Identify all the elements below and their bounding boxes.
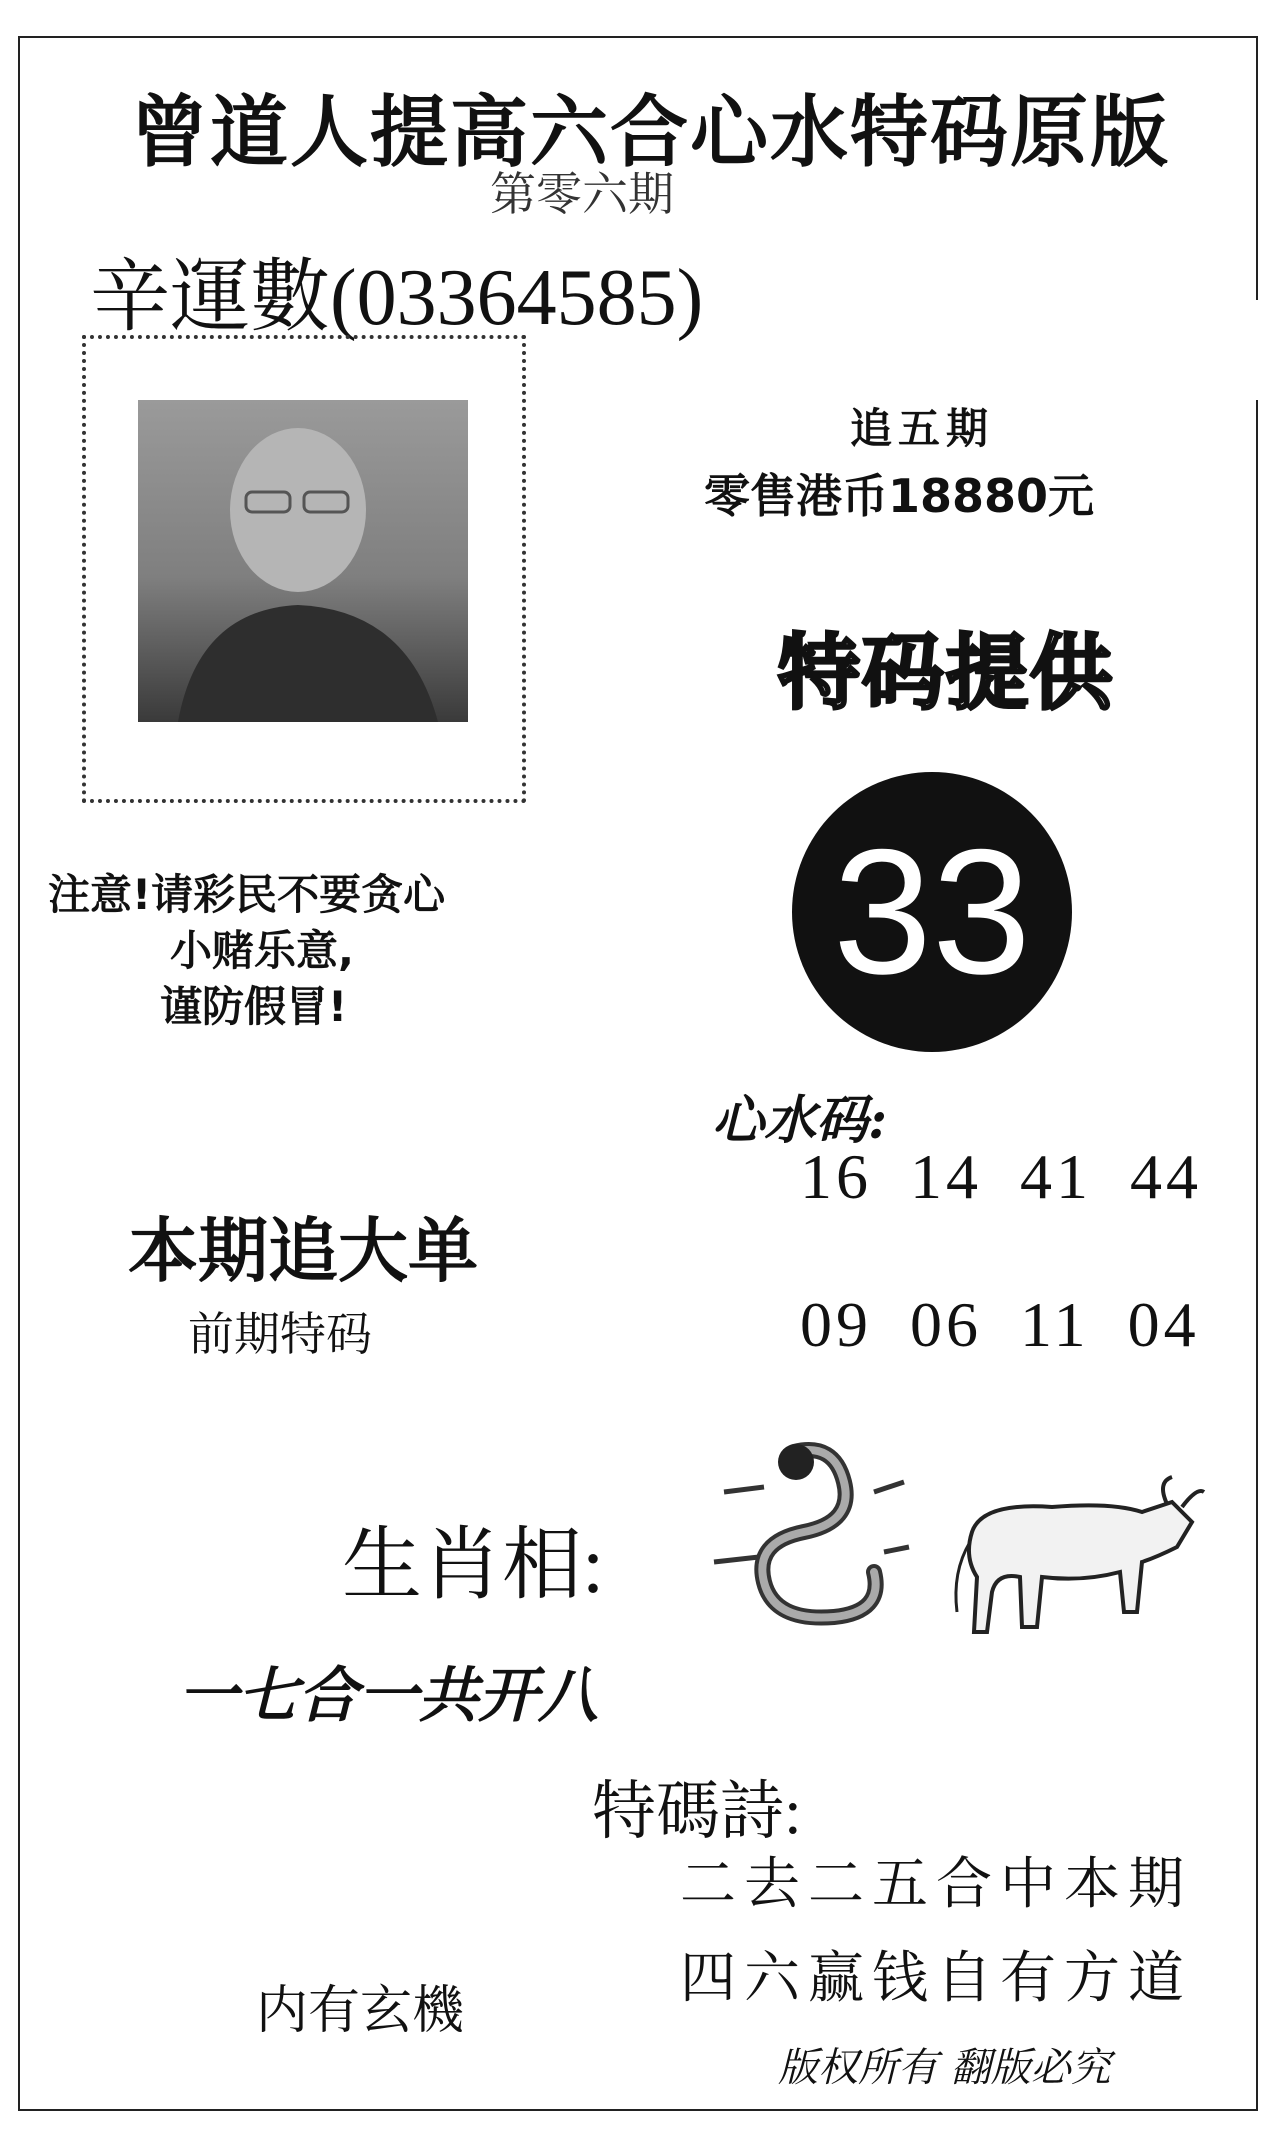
seven-combination-text: 一七合一共开八 bbox=[178, 1661, 598, 1731]
page-title: 曾道人提高六合心水特码原版 bbox=[130, 87, 1171, 178]
chase-period: 追五期 bbox=[850, 404, 995, 453]
poem-line-1: 二去二五合中本期 bbox=[680, 1854, 1192, 1916]
poem-line-2: 四六赢钱自有方道 bbox=[680, 1948, 1192, 2010]
mystery-note: 内有玄機 bbox=[256, 1981, 465, 2041]
xin-shui-label: 心水码: bbox=[712, 1090, 888, 1151]
copyright-note: 版权所有 翻版必究 bbox=[778, 2045, 1111, 2091]
notice-line-1: 注意!请彩民不要贪心 bbox=[48, 870, 446, 919]
chase-big-title: 本期追大单 bbox=[128, 1210, 478, 1292]
lucky-number: 辛運數(03364585) bbox=[90, 254, 704, 342]
portrait-photo bbox=[138, 400, 468, 722]
xin-shui-row-1: 16 14 41 44 bbox=[800, 1141, 1202, 1212]
xin-shui-row-2: 09 06 11 04 bbox=[800, 1289, 1200, 1360]
poem-label: 特碼詩: bbox=[592, 1776, 802, 1847]
notice-line-3: 谨防假冒! bbox=[160, 982, 348, 1031]
special-number-ball bbox=[792, 772, 1072, 1052]
special-number: 33 bbox=[833, 812, 1031, 1011]
notice-line-2: 小赌乐意, bbox=[170, 926, 354, 975]
issue-number: 第零六期 bbox=[490, 169, 674, 220]
dragon-icon bbox=[684, 1432, 912, 1644]
border-gap bbox=[1244, 300, 1268, 400]
special-code-heading: 特码提供 bbox=[778, 626, 1115, 721]
retail-price: 零售港币18880元 bbox=[704, 469, 1095, 523]
previous-special-label: 前期特码 bbox=[188, 1307, 372, 1361]
zodiac-label: 生肖相: bbox=[342, 1522, 605, 1610]
ox-icon bbox=[942, 1462, 1208, 1674]
